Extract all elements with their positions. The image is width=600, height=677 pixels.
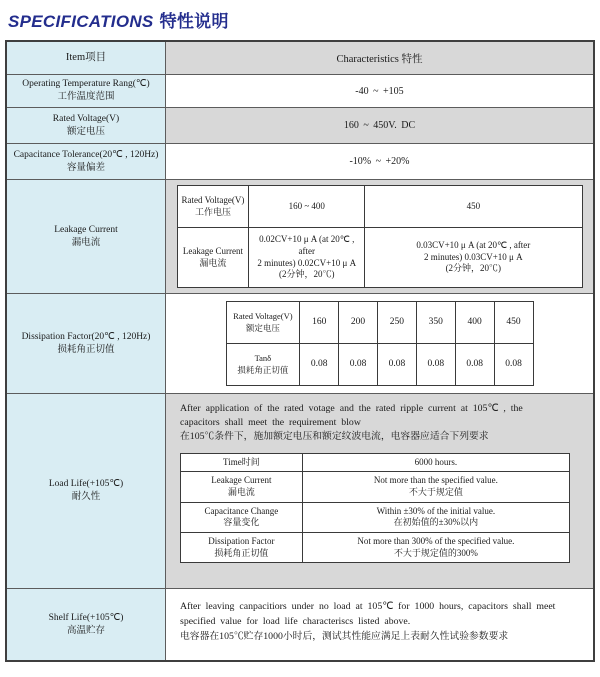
label-en: Tanδ bbox=[254, 353, 272, 364]
label-en: Shelf Life(+105℃) bbox=[48, 612, 124, 623]
leakage-row-label bbox=[177, 228, 249, 288]
label-zh: 容量变化 bbox=[223, 517, 260, 528]
value-line: 2 minutes) 0.02CV+10 μ A bbox=[257, 257, 357, 268]
label-en: Leakage Current bbox=[182, 245, 244, 256]
label-zh: 漏电流 bbox=[227, 486, 255, 497]
label-en: Dissipation Factor bbox=[208, 536, 275, 547]
dissipation-voltage-row bbox=[226, 302, 533, 344]
label-zh: 额定电压 bbox=[66, 126, 105, 137]
tan-delta-label bbox=[226, 344, 300, 386]
capacitance-tolerance-label bbox=[7, 144, 166, 179]
value-en: Not more than 300% of the specified value. bbox=[357, 536, 515, 547]
tan-value-cell: 0.08 bbox=[416, 344, 455, 386]
shelf-line-en: specified value for load life characteriscs listed above. bbox=[180, 616, 411, 628]
dissipation-inner-table bbox=[226, 301, 534, 386]
shelf-life-label bbox=[7, 589, 166, 660]
shelf-line-zh: 电容器在105℃贮存1000小时后，测试其性能应满足上表耐久性试验参数要求 bbox=[180, 631, 509, 643]
load-life-label bbox=[7, 394, 166, 588]
tan-value-cell: 0.08 bbox=[455, 344, 494, 386]
tan-value-cell: 0.08 bbox=[377, 344, 416, 386]
value-line: (2分钟，20℃) bbox=[445, 263, 502, 274]
value-zh: 不大于规定值 bbox=[408, 486, 463, 497]
tan-value-cell: 0.08 bbox=[339, 344, 378, 386]
label-zh: 容量偏差 bbox=[66, 162, 105, 173]
voltage-cell: 250 bbox=[377, 302, 416, 344]
label-en: Capacitance Change bbox=[204, 505, 279, 516]
label-zh: 耐久性 bbox=[71, 492, 101, 502]
load-life-criterion-label bbox=[181, 533, 303, 563]
load-life-criterion-label bbox=[181, 502, 303, 532]
rated-voltage-value: 160 ~ 450V. DC bbox=[343, 120, 416, 131]
voltage-cell: 200 bbox=[339, 302, 378, 344]
dissipation-factor-detail-cell bbox=[166, 294, 593, 393]
operating-temperature-label bbox=[7, 75, 166, 107]
tan-value-cell: 0.08 bbox=[300, 344, 339, 386]
load-life-criterion-value bbox=[302, 472, 569, 502]
leakage-table-header-row bbox=[177, 186, 582, 228]
value-en: Within ±30% of the initial value. bbox=[376, 505, 496, 516]
leakage-voltage-header bbox=[177, 186, 249, 228]
operating-temperature-value: -40 ~ +105 bbox=[355, 85, 404, 97]
row-load-life bbox=[7, 393, 593, 588]
value-en: 6000 hours. bbox=[414, 456, 458, 467]
value-line: 0.02CV+10 μ A (at 20℃ , after bbox=[259, 234, 355, 256]
load-life-detail-cell bbox=[166, 394, 593, 588]
label-zh: 工作温度范围 bbox=[57, 92, 115, 102]
intro-line-en: capacitors shall meet the requirement blow bbox=[180, 417, 361, 429]
label-zh: 损耗角正切值 bbox=[214, 547, 269, 558]
rated-voltage-value-cell bbox=[166, 108, 593, 143]
specifications-table bbox=[5, 40, 595, 662]
leakage-range-low: 160 ~ 400 bbox=[249, 186, 365, 228]
label-en: Time时间 bbox=[223, 456, 260, 467]
dissipation-factor-label bbox=[7, 294, 166, 393]
value-zh: 不大于规定值的300% bbox=[393, 547, 478, 558]
label-en: Operating Temperature Rang(℃) bbox=[22, 79, 150, 90]
shelf-life-detail-cell bbox=[166, 589, 593, 660]
page-title-en: SPECIFICATIONS bbox=[8, 12, 154, 31]
load-life-criterion-label bbox=[181, 453, 303, 472]
dissipation-voltage-header bbox=[226, 302, 300, 344]
page-title-zh: 特性说明 bbox=[159, 12, 229, 31]
leakage-range-high: 450 bbox=[365, 186, 582, 228]
leakage-current-detail-cell bbox=[166, 180, 593, 293]
label-en: Capacitance Tolerance(20℃ , 120Hz) bbox=[13, 149, 159, 160]
label-en: Load Life(+105℃) bbox=[48, 479, 124, 490]
leakage-current-label bbox=[7, 180, 166, 293]
load-life-row-dissipation bbox=[181, 533, 570, 563]
leakage-value-high bbox=[365, 228, 582, 288]
label-zh: 高温贮存 bbox=[66, 625, 105, 636]
shelf-life-text bbox=[166, 589, 563, 649]
row-shelf-life bbox=[7, 588, 593, 660]
value-line: 0.03CV+10 μ A (at 20℃ , after bbox=[416, 239, 531, 250]
value-line: 2 minutes) 0.03CV+10 μ A bbox=[423, 251, 523, 262]
row-operating-temperature bbox=[7, 74, 593, 107]
value-en: Not more than the specified value. bbox=[373, 475, 498, 486]
row-capacitance-tolerance bbox=[7, 143, 593, 179]
value-line: (2分钟，20℃) bbox=[279, 269, 335, 280]
table-header-row bbox=[7, 42, 593, 74]
rated-voltage-label bbox=[7, 108, 166, 143]
label-zh: 漏电流 bbox=[199, 257, 227, 268]
label-en: Leakage Current bbox=[211, 475, 272, 486]
voltage-cell: 450 bbox=[494, 302, 533, 344]
value-zh: 在初始值的±30%以内 bbox=[393, 517, 479, 528]
leakage-current-inner-table bbox=[177, 185, 583, 288]
voltage-cell: 160 bbox=[300, 302, 339, 344]
label-zh: 损耗角正切值 bbox=[57, 344, 115, 355]
load-life-row-leakage bbox=[181, 472, 570, 502]
voltage-cell: 350 bbox=[416, 302, 455, 344]
label-en: Leakage Current bbox=[54, 224, 118, 235]
row-leakage-current bbox=[7, 179, 593, 293]
capacitance-tolerance-value: -10% ~ +20% bbox=[349, 156, 410, 167]
dissipation-tan-row bbox=[226, 344, 533, 386]
leakage-table-value-row bbox=[177, 228, 582, 288]
page-title bbox=[0, 0, 600, 38]
label-en: Rated Voltage(V) bbox=[233, 311, 293, 322]
label-zh: 漏电流 bbox=[71, 237, 101, 248]
shelf-line-en: After leaving canpacitiors under no load at 105℃ for 1000 hours, capacitors shall meet bbox=[180, 601, 556, 612]
load-life-criterion-value bbox=[302, 453, 569, 472]
label-zh: 损耗角正切值 bbox=[237, 364, 289, 375]
intro-line-zh: 在105℃条件下，施加额定电压和额定纹波电流，电容器应适合下列要求 bbox=[180, 431, 489, 443]
header-item-cell: Item项目 bbox=[7, 42, 166, 74]
load-life-row-capacitance bbox=[181, 502, 570, 532]
label-zh: 额定电压 bbox=[245, 322, 280, 333]
load-life-row-time bbox=[181, 453, 570, 472]
row-dissipation-factor bbox=[7, 293, 593, 393]
operating-temperature-value-cell bbox=[166, 75, 593, 107]
load-life-intro bbox=[166, 394, 533, 449]
row-rated-voltage bbox=[7, 107, 593, 143]
label-en: Rated Voltage(V) bbox=[52, 113, 120, 124]
header-characteristics-cell: Characteristics 特性 bbox=[166, 42, 593, 74]
load-life-criterion-value bbox=[302, 502, 569, 532]
label-zh: 工作电压 bbox=[194, 206, 231, 217]
intro-line-en: After application of the rated votage and the rated ripple current at 105℃ , the bbox=[180, 403, 523, 414]
load-life-criterion-value bbox=[302, 533, 569, 563]
leakage-value-low bbox=[249, 228, 365, 288]
label-en: Rated Voltage(V) bbox=[181, 194, 245, 205]
voltage-cell: 400 bbox=[455, 302, 494, 344]
label-en: Dissipation Factor(20℃ , 120Hz) bbox=[21, 331, 151, 342]
capacitance-tolerance-value-cell bbox=[166, 144, 593, 179]
load-life-inner-table bbox=[180, 453, 570, 564]
load-life-criterion-label bbox=[181, 472, 303, 502]
tan-value-cell: 0.08 bbox=[494, 344, 533, 386]
